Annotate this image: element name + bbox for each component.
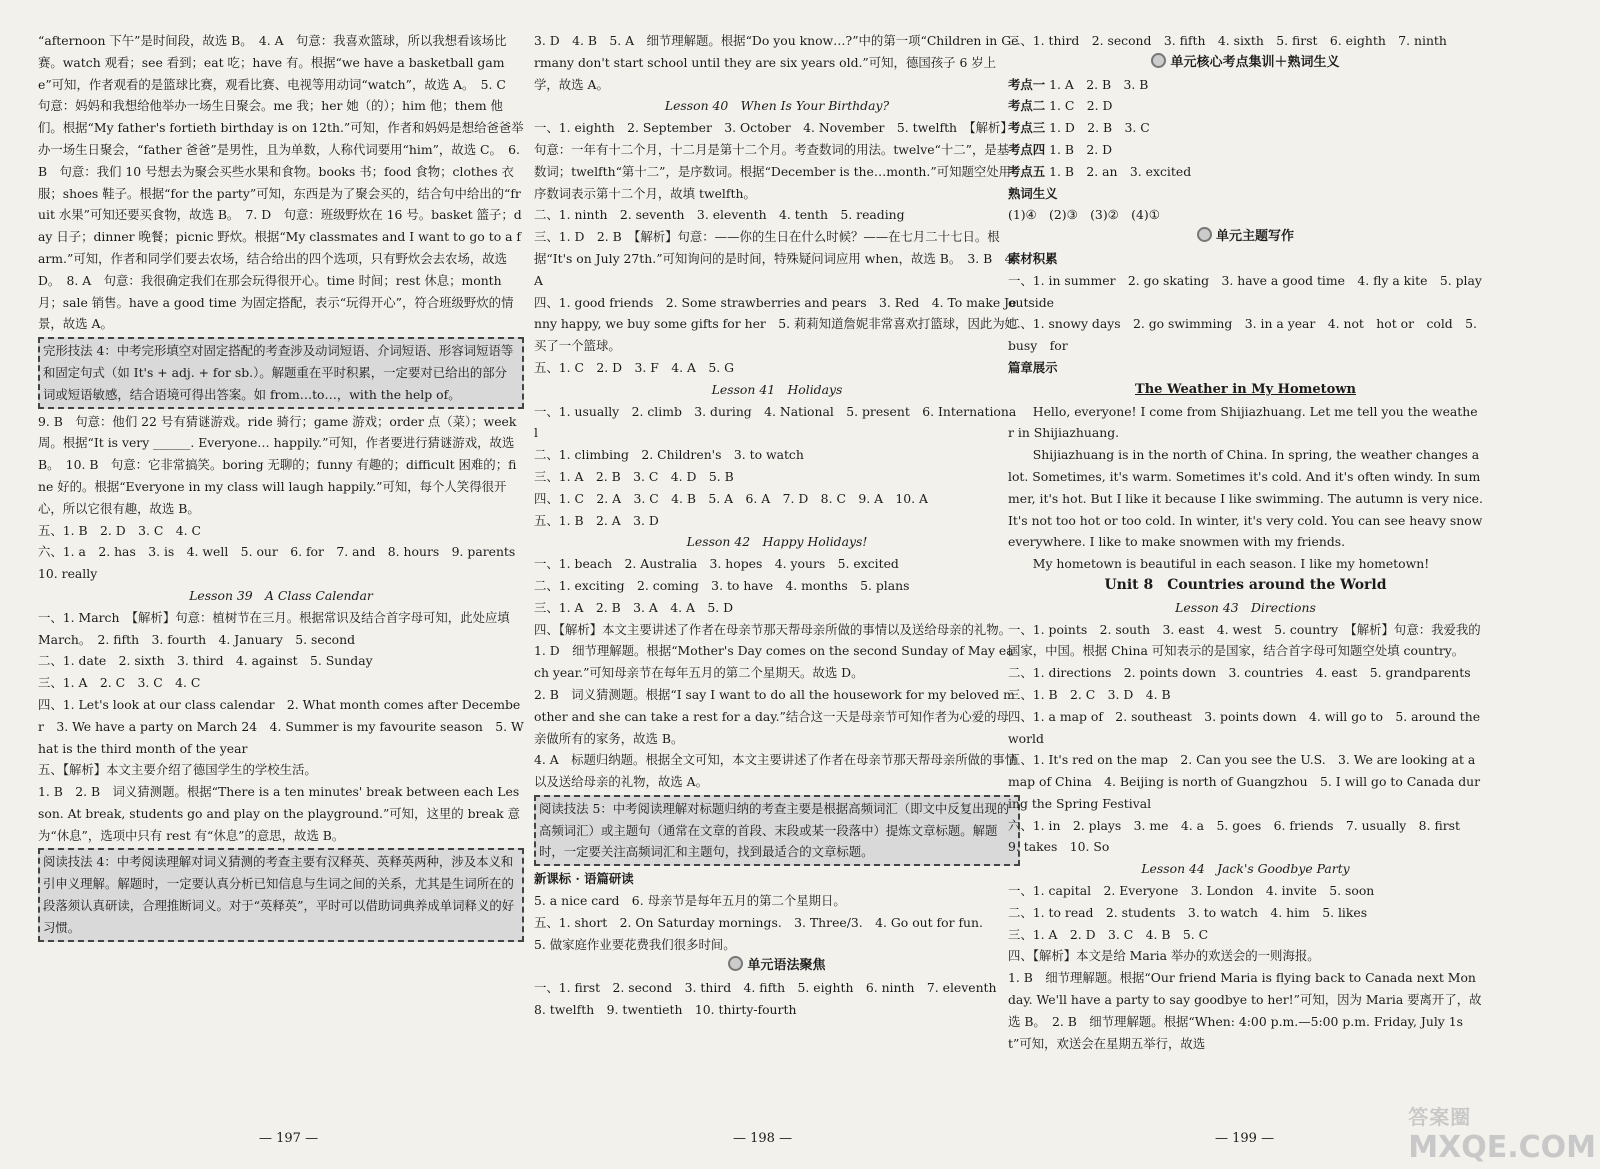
answer-line: 一、1. first 2. second 3. third 4. fifth 5. eighth 6. ninth 7. eleventh 8. twelfth 9. twentieth 10. thirty-fourth xyxy=(534,980,1009,1018)
lesson-heading: Lesson 43 Directions xyxy=(1175,599,1316,615)
answer-line: 二、1. third 2. second 3. fifth 4. sixth 5. first 6. eighth 7. ninth xyxy=(1008,33,1447,48)
answer-line: 1. B 细节理解题。根据“Our friend Maria is flying back to Canada next Monday. We'll have a party to say goodbye to her!”可知，因为 Maria 要离开了，故选 B。 2. B 细节理解题。根据“When: 4:00 p.m.—5:00 p.m. Friday, July 1st”可知，欢送会在星期五举行，故选 xyxy=(1008,970,1482,1051)
page-number-198: — 198 — xyxy=(733,1131,793,1146)
key-point-text: 1. D 2. B 3. C xyxy=(1049,120,1150,136)
answer-line: 三、1. B 2. C 3. D 4. B xyxy=(1008,686,1171,702)
answer-line: 四、1. good friends 2. Some strawberries and pears 3. Red 4. To make Jenny happy, we buy some gifts for her 5. 莉莉知道詹妮非常喜欢打篮球，因此为她买了一个篮球。 xyxy=(534,294,1018,354)
key-point-label: 考点四 xyxy=(1008,141,1046,157)
answer-line: (1)④ (2)③ (3)② (4)① xyxy=(1008,207,1160,223)
answer-line: 五、1. B 2. D 3. C 4. C xyxy=(38,522,201,538)
page-number-197: — 197 — xyxy=(259,1131,319,1146)
lesson-heading: Lesson 40 When Is Your Birthday? xyxy=(664,98,890,114)
answer-line: 3. D 4. B 5. A 细节理解题。根据“Do you know…?”中的第一项“Children in Germany don't start school until they are six years old.”可知，德国孩子 6 岁上学，故选 A。 xyxy=(534,33,1019,92)
answer-line: 四、【解析】本文是给 Maria 举办的欢送会的一则海报。 xyxy=(1008,948,1320,964)
section-heading xyxy=(1008,226,1483,248)
lesson-heading: Lesson 39 A Class Calendar xyxy=(189,587,373,603)
answer-line: 六、1. in 2. plays 3. me 4. a 5. goes 6. friends 7. usually 8. first 9. takes 10. So xyxy=(1008,817,1473,855)
section-heading-text: 单元主题写作 xyxy=(1215,229,1294,245)
answer-line: 二、1. directions 2. points down 3. countries 4. east 5. grandparents xyxy=(1008,665,1471,681)
key-point-answers xyxy=(1008,161,1483,183)
answer-line: 5. a nice card 6. 母亲节是每年五月的第二个星期日。 xyxy=(534,893,846,909)
answer-line: 1. D 细节理解题。根据“Mother's Day comes on the second Sunday of May each year.”可知母亲节在每年五月的第二个星期天。故选 D。 xyxy=(534,643,1014,681)
answer-line: 二、1. snowy days 2. go swimming 3. in a year 4. not hot or cold 5. busy for xyxy=(1008,316,1477,354)
answer-line: 三、1. A 2. C 3. C 4. C xyxy=(38,675,201,691)
answer-line: 9. B 句意：他们 22 号有猜谜游戏。ride 骑行；game 游戏；order 点（菜）；week 周。根据“It is very ______. Everyone… happily.”可知，作者要进行猜谜游戏，故选 B。 10. B 句意：它非常搞笑。boring 无聊的；funny 有趣的；difficult 困难的；fine 好的。根据“Everyone in my class will laugh happily.”可知，每个人笑得很开心，所以它很有趣，故选 B。 xyxy=(38,413,517,516)
answer-line: 三、1. A 2. B 3. C 4. D 5. B xyxy=(534,468,734,484)
answer-line: 二、1. climbing 2. Children's 3. to watch xyxy=(534,447,804,463)
essay-paragraph: Shijiazhuang is in the north of China. In spring, the weather changes a lot. Sometimes, it's warm. Sometimes it's cold. And it's often windy. In summer, it's hot. But I like it because I like swimming. The autumn is very nice. It's not too hot or too cold. In winter, it's very cold. You can see heavy snow everywhere. I like to make snowmen with my friends. xyxy=(1008,447,1483,550)
answer-line: 二、1. exciting 2. coming 3. to have 4. months 5. plans xyxy=(534,577,910,593)
key-point-label: 考点三 xyxy=(1008,120,1046,136)
essay-paragraph: Hello, everyone! I come from Shijiazhuang. Let me tell you the weather in Shijiazhuang. xyxy=(1008,403,1478,441)
answer-line: 五、【解析】本文主要介绍了德国学生的学校生活。 xyxy=(38,762,317,778)
answer-line: 五、1. B 2. A 3. D xyxy=(534,512,659,528)
key-point-answers xyxy=(1008,95,1483,117)
key-point-answers xyxy=(1008,139,1483,161)
circle-icon xyxy=(1197,227,1212,242)
answer-line: 一、1. eighth 2. September 3. October 4. November 5. twelfth 【解析】句意：一年有十二个月，十二月是第十二个月。考查数词的用法。twelve“十二”，是基数词；twelfth“第十二”，是序数词。根据“December is the…month.”可知题空处用序数词表示第十二个月，故填 twelfth。 xyxy=(534,120,1013,201)
watermark-url: MXQE.COM xyxy=(1408,1130,1596,1165)
answer-line: 四、1. Let's look at our class calendar 2. What month comes after December 3. We have a party on March 24 4. Summer is my favourite season 5. What is the third month of the year xyxy=(38,696,524,756)
answer-line: 4. A 标题归纳题。根据全文可知，本文主要讲述了作者在母亲节那天帮母亲所做的事情以及送给母亲的礼物，故选 A。 xyxy=(534,752,1018,790)
answer-line: 三、1. A 2. D 3. C 4. B 5. C xyxy=(1008,926,1209,942)
key-point-label: 考点一 xyxy=(1008,76,1046,92)
subsection-label: 素材积累 xyxy=(1008,250,1058,266)
answer-line: 一、1. points 2. south 3. east 4. west 5. country 【解析】句意：我爱我的国家，中国。根据 China 可知表示的是国家，结合首字母可知题空处填 country。 xyxy=(1008,621,1481,659)
answer-line: 五、1. C 2. D 3. F 4. A 5. G xyxy=(534,359,735,375)
subsection-label: 熟词生义 xyxy=(1008,185,1058,201)
circle-icon xyxy=(1151,53,1166,68)
page-number-199: — 199 — xyxy=(1215,1131,1275,1146)
answer-line: 三、1. D 2. B 【解析】句意：——你的生日在什么时候？——在七月二十七日。根据“It's on July 27th.”可知询问的是时间，特殊疑问词应用 when，故选 B。 3. B 4. A xyxy=(534,229,1017,288)
answer-line: 二、1. ninth 2. seventh 3. eleventh 4. tenth 5. reading xyxy=(534,207,905,223)
answer-line: 五、1. short 2. On Saturday mornings. 3. Three/3. 4. Go out for fun. xyxy=(534,914,983,930)
answer-line: 四、【解析】本文主要讲述了作者在母亲节那天帮母亲所做的事情以及送给母亲的礼物。 xyxy=(534,621,1012,637)
key-point-label: 考点五 xyxy=(1008,163,1046,179)
section-heading xyxy=(534,955,1020,977)
column-left xyxy=(38,30,528,944)
answer-line: 一、1. beach 2. Australia 3. hopes 4. yours 5. excited xyxy=(534,556,899,572)
answer-line: 2. B 词义猜测题。根据“I say I want to do all the housework for my beloved mother and she can take a rest for a day.”结合这一天是母亲节可知作者为心爱的母亲做所有的家务，故选 B。 xyxy=(534,686,1015,746)
section-heading xyxy=(1008,52,1483,74)
answer-line: 六、1. a 2. has 3. is 4. well 5. our 6. for 7. and 8. hours 9. parents 10. really xyxy=(38,544,528,582)
lesson-heading: Lesson 44 Jack's Goodbye Party xyxy=(1141,861,1350,877)
answer-line: “afternoon 下午”是时间段，故选 B。 4. A 句意：我喜欢篮球，所以我想看该场比赛。watch 观看；see 看到；eat 吃；have 有。根据“we have a basketball game”可知，作者观看的是篮球比赛，观看比赛、电视等用动词“watch”，故选 A。 5. C 句意：妈妈和我想给他举办一场生日聚会。me 我；her 她（的）；him 他；them 他们。根据“My father's fortieth birthday is on 12th.”可知，作者和妈妈是想给爸爸举办一场生日聚会，“father 爸爸”是男性，且为单数，人称代词要用“him”，故选 C。 6. B 句意：我们 10 号想去为聚会买些水果和食物。books 书；food 食物；clothes 衣服；shoes 鞋子。根据“for the party”可知，东西是为了聚会买的，结合句中给出的“fruit 水果”可知还要买食物，故选 B。 7. D 句意：班级野炊在 16 号。basket 篮子；day 日子；dinner 晚餐；picnic 野炊。根据“My classmates and I want to go to a farm.”可知，作者和同学们要去农场，结合给出的四个选项，只有野炊会去农场，故选 D。 8. A 句意：我很确定我们在那会玩得很开心。time 时间；rest 休息；month 月；sale 销售。have a good time 为固定搭配，表示“玩得开心”，符合班级野炊的情景，故选 A。 xyxy=(38,33,524,332)
column-right xyxy=(1008,30,1483,1054)
answer-line: 四、1. C 2. A 3. C 4. B 5. A 6. A 7. D 8. C 9. A 10. A xyxy=(534,490,929,506)
unit-heading: Unit 8 Countries around the World xyxy=(1104,576,1387,593)
key-point-text: 1. B 2. an 3. excited xyxy=(1049,163,1192,179)
key-point-label: 考点二 xyxy=(1008,98,1046,114)
answer-line: 三、1. A 2. B 3. A 4. A 5. D xyxy=(534,599,734,615)
answer-line: 五、1. It's red on the map 2. Can you see the U.S. 3. We are looking at a map of China 4. Beijing is north of Guangzhou 5. I will go to Canada during the Spring Festival xyxy=(1008,752,1481,811)
key-point-answers xyxy=(1008,117,1483,139)
tip-box: 阅读技法 4：中考阅读理解对词义猜测的考查主要有汉释英、英释英两种，涉及本义和引申义理解。解题时，一定要认真分析已知信息与生词之间的关系，尤其是生词所在的段落须认真研读，合理推断词义。对于“英释英”，平时可以借助词典养成单词释义的好习惯。 xyxy=(38,848,524,941)
lesson-heading: Lesson 42 Happy Holidays! xyxy=(686,534,868,550)
answer-line: 5. 做家庭作业要花费我们很多时间。 xyxy=(534,936,736,952)
key-point-text: 1. A 2. B 3. B xyxy=(1049,76,1149,92)
column-middle xyxy=(534,30,1020,1021)
answer-line: 1. B 2. B 词义猜测题。根据“There is a ten minutes' break between each Lesson. At break, students go and play on the playground.”可知，这里的 break 意为“休息”，选项中只有 rest 有“休息”的意思，故选 B。 xyxy=(38,784,520,843)
answer-line: 一、1. usually 2. climb 3. during 4. National 5. present 6. International xyxy=(534,403,1017,441)
watermark-text: 答案圈 xyxy=(1408,1105,1472,1129)
key-point-text: 1. C 2. D xyxy=(1049,98,1113,114)
tip-box: 完形技法 4：中考完形填空对固定搭配的考查涉及动词短语、介词短语、形容词短语等和固定句式（如 It's + adj. + for sb.）。解题重在平时积累，一定要对已给出的部分词或短语敏感，结合语境可得出答案。如 from…to…，with the help of。 xyxy=(38,337,524,408)
answer-line: 四、1. a map of 2. southeast 3. points down 4. will go to 5. around the world xyxy=(1008,708,1481,746)
essay-title: The Weather in My Hometown xyxy=(1135,381,1356,397)
key-point-text: 1. B 2. D xyxy=(1049,141,1113,157)
essay-paragraph: My hometown is beautiful in each season. I like my hometown! xyxy=(1032,556,1430,572)
tip-box: 阅读技法 5：中考阅读理解对标题归纳的考查主要是根据高频词汇（即文中反复出现的高频词汇）或主题句（通常在文章的首段、末段或某一段落中）提炼文章标题。解题时，一定要关注高频词汇和主题句，找到最适合的文章标题。 xyxy=(534,795,1020,866)
answer-line: 二、1. date 2. sixth 3. third 4. against 5. Sunday xyxy=(38,653,373,669)
answer-line: 一、1. March 【解析】句意：植树节在三月。根据常识及结合首字母可知，此处应填 March。 2. fifth 3. fourth 4. January 5. second xyxy=(38,609,510,647)
section-heading-text: 单元核心考点集训＋熟词生义 xyxy=(1170,54,1340,70)
answer-line: 一、1. capital 2. Everyone 3. London 4. invite 5. soon xyxy=(1008,883,1375,899)
watermark-logo xyxy=(1408,1101,1596,1165)
answer-line: 一、1. in summer 2. go skating 3. have a good time 4. fly a kite 5. play outside xyxy=(1008,272,1482,310)
subsection-label: 篇章展示 xyxy=(1008,359,1058,375)
circle-icon xyxy=(728,956,743,971)
answer-line: 二、1. to read 2. students 3. to watch 4. him 5. likes xyxy=(1008,904,1368,920)
key-point-answers xyxy=(1008,74,1483,96)
lesson-heading: Lesson 41 Holidays xyxy=(711,381,843,397)
section-heading-text: 单元语法聚焦 xyxy=(747,958,826,974)
subsection-label: 新课标 · 语篇研读 xyxy=(534,871,634,887)
